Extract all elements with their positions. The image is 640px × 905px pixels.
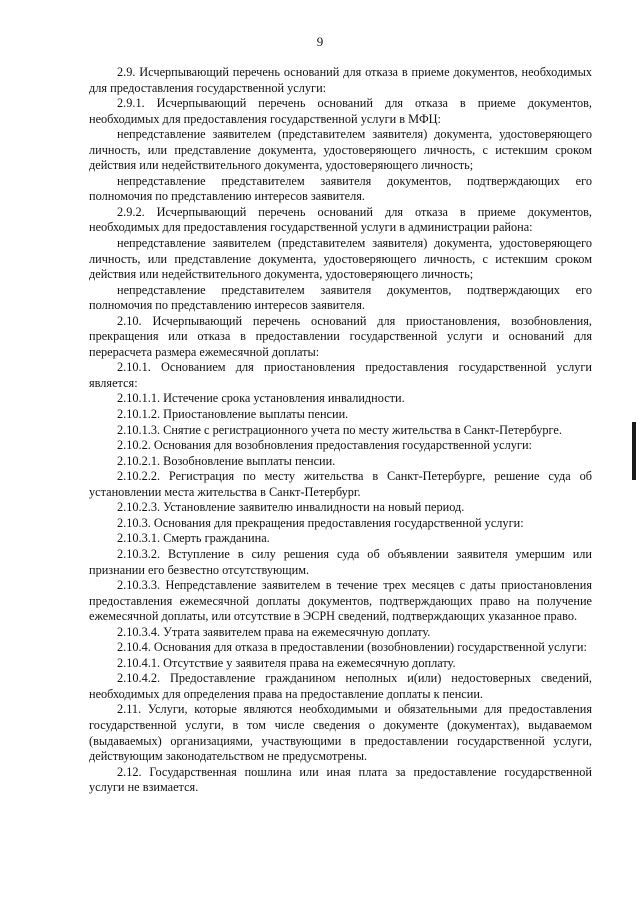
paragraph-2-10-2-1: 2.10.2.1. Возобновление выплаты пенсии. [117,453,336,468]
paragraph-2-10-3-2: 2.10.3.2. Вступление в силу решения суда об объявлении заявителя умершим или признании его безвестно отсутствующим. [89,546,592,577]
scan-edge-mark [632,422,636,480]
paragraph-2-9: 2.9. Исчерпывающий перечень оснований для отказа в приеме документов, необходимых для предоставления государственной услуги: [89,65,592,95]
paragraph-2-9-2-item-1: непредставление заявителем (представителем заявителя) документа, удостоверяющего личность, или представление документа, удостоверяющего личность, с истекшим сроком действия или недействительного документа, удостоверяющего личность; [89,236,592,282]
paragraph-2-9-1: 2.9.1. Исчерпывающий перечень оснований для отказа в приеме документов, необходимых для предоставления государственной услуги в МФЦ: [89,96,592,126]
paragraph-2-10-4-1: 2.10.4.1. Отсутствие у заявителя права на ежемесячную доплату. [117,655,456,670]
paragraph-2-9-1-item-1: непредставление заявителем (представителем заявителя) документа, удостоверяющего личность, или представление документа, удостоверяющего личность, с истекшим сроком действия или недействительного документа, удостоверяющего личность; [89,127,592,173]
paragraph-2-10-3-3: 2.10.3.3. Непредставление заявителем в течение трех месяцев с даты приостановления предоставления ежемесячной доплаты документов, подтверждающих право на получение ежемесячной доплаты, или отсутствие в ЭСРН сведений, подтверждающих указанное право. [89,578,592,624]
paragraph-2-10-3: 2.10.3. Основания для прекращения предоставления государственной услуги: [117,515,524,530]
paragraph-2-10-2-2: 2.10.2.2. Регистрация по месту жительства в Санкт-Петербурге, решение суда об установлении места жительства в Санкт-Петербург. [89,469,592,499]
paragraph-2-10-3-1: 2.10.3.1. Смерть гражданина. [117,531,270,546]
paragraph-2-10-4-2: 2.10.4.2. Предоставление гражданином неполных и(или) недостоверных сведений, необходимых для определения права на предоставление доплаты к пенсии. [89,671,592,701]
paragraph-2-9-2-item-2: непредставление представителем заявителя документов, подтверждающих его полномочия по представлению интересов заявителя. [89,282,592,313]
paragraph-2-12: 2.12. Государственная пошлина или иная плата за предоставление государственной услуги не взимается. [89,764,592,795]
document-body [89,65,592,796]
paragraph-2-9-2: 2.9.2. Исчерпывающий перечень оснований для отказа в приеме документов, необходимых для предоставления государственной услуги в администрации района: [89,204,592,235]
page-number: 9 [316,34,324,49]
paragraph-2-10-1-2: 2.10.1.2. Приостановление выплаты пенсии. [117,407,349,422]
paragraph-2-10-4: 2.10.4. Основания для отказа в предоставлении (возобновлении) государственной услуги: [117,640,587,655]
paragraph-2-11: 2.11. Услуги, которые являются необходимыми и обязательными для предоставления государственной услуги, в том числе сведения о документе (документах), выдаваемом (выдаваемых) организациями, участвующими в предоставлении государственной услуги, действующим законодательством не предусмотрены. [89,702,592,764]
paragraph-2-10: 2.10. Исчерпывающий перечень оснований для приостановления, возобновления, прекращения или отказа в предоставлении государственной услуги и оснований для перерасчета размера ежемесячной доплаты: [89,313,592,359]
paragraph-2-10-1-1: 2.10.1.1. Истечение срока установления инвалидности. [117,391,405,406]
paragraph-2-10-2: 2.10.2. Основания для возобновления предоставления государственной услуги: [117,438,532,453]
paragraph-2-10-1-3: 2.10.1.3. Снятие с регистрационного учета по месту жительства в Санкт-Петербурге. [117,422,562,437]
paragraph-2-9-1-item-2: непредставление представителем заявителя документов, подтверждающих его полномочия по представлению интересов заявителя. [89,173,592,204]
paragraph-2-10-2-3: 2.10.2.3. Установление заявителю инвалидности на новый период. [117,500,465,515]
paragraph-2-10-1: 2.10.1. Основанием для приостановления предоставления государственной услуги является: [89,360,592,390]
paragraph-2-10-3-4: 2.10.3.4. Утрата заявителем права на ежемесячную доплату. [117,624,431,639]
